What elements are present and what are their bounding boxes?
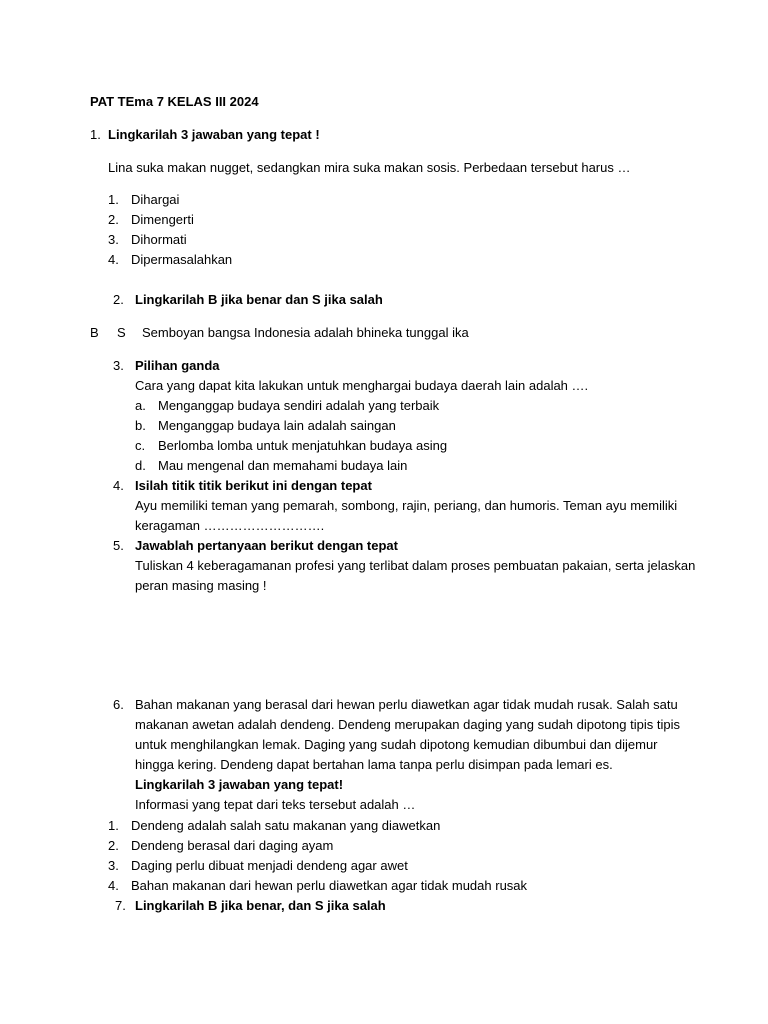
q1-option-number: 2. (108, 212, 119, 227)
q3-number: 3. (113, 358, 124, 373)
q1-option-number: 4. (108, 252, 119, 267)
q2-heading: Lingkarilah B jika benar dan S jika salah (135, 292, 383, 307)
q6-text-line: makanan awetan adalah dendeng. Dendeng merupakan daging yang sudah dipotong tipis tipis (135, 717, 680, 732)
q4-text-line: keragaman ………………………. (135, 518, 325, 533)
q1-option-text: Dimengerti (131, 212, 194, 227)
q1-text: Lina suka makan nugget, sedangkan mira suka makan sosis. Perbedaan tersebut harus … (108, 160, 631, 175)
document-title: PAT TEma 7 KELAS III 2024 (90, 94, 259, 109)
q2-option-b: B (90, 325, 99, 340)
q6-option-text: Dendeng berasal dari daging ayam (131, 838, 334, 853)
q6-text-line: untuk menghilangkan lemak. Daging yang sudah dipotong kemudian dibumbui dan dijemur (135, 737, 658, 752)
q6-option-number: 4. (108, 878, 119, 893)
q6-text-line: Bahan makanan yang berasal dari hewan perlu diawetkan agar tidak mudah rusak. Salah satu (135, 697, 678, 712)
q7-heading: Lingkarilah B jika benar, dan S jika salah (135, 898, 386, 913)
q1-option-number: 3. (108, 232, 119, 247)
q1-option-text: Dipermasalahkan (131, 252, 233, 267)
q1-heading: Lingkarilah 3 jawaban yang tepat ! (108, 127, 320, 142)
q3-option-text: Mau mengenal dan memahami budaya lain (158, 458, 408, 473)
q3-option-text: Berlomba lomba untuk menjatuhkan budaya asing (158, 438, 448, 453)
q6-heading: Lingkarilah 3 jawaban yang tepat! (135, 777, 344, 792)
q5-text-line: peran masing masing ! (135, 578, 267, 593)
q4-heading: Isilah titik titik berikut ini dengan tepat (135, 478, 372, 493)
q1-option-text: Dihormati (131, 232, 187, 247)
q3-text: Cara yang dapat kita lakukan untuk menghargai budaya daerah lain adalah …. (135, 378, 589, 393)
q5-number: 5. (113, 538, 124, 553)
q1-option-text: Dihargai (131, 192, 180, 207)
q4-number: 4. (113, 478, 124, 493)
q6-text-line: hingga kering. Dendeng dapat bertahan lama tanpa perlu disimpan pada lemari es. (135, 757, 613, 772)
q6-prompt: Informasi yang tepat dari teks tersebut adalah … (135, 797, 416, 812)
q1-option-number: 1. (108, 192, 119, 207)
q2-option-s: S (117, 325, 126, 340)
q6-option-number: 1. (108, 818, 119, 833)
q5-text-line: Tuliskan 4 keberagamanan profesi yang terlibat dalam proses pembuatan pakaian, serta jelaskan (135, 558, 696, 573)
q6-option-number: 2. (108, 838, 119, 853)
q1-number: 1. (90, 127, 101, 142)
q6-option-text: Daging perlu dibuat menjadi dendeng agar awet (131, 858, 408, 873)
q2-statement: Semboyan bangsa Indonesia adalah bhineka tunggal ika (142, 325, 469, 340)
q6-option-text: Dendeng adalah salah satu makanan yang diawetkan (131, 818, 441, 833)
q3-option-letter: a. (135, 398, 146, 413)
q3-option-text: Menganggap budaya sendiri adalah yang terbaik (158, 398, 440, 413)
q3-option-text: Menganggap budaya lain adalah saingan (158, 418, 396, 433)
q3-heading: Pilihan ganda (135, 358, 220, 373)
q2-number: 2. (113, 292, 124, 307)
q6-number: 6. (113, 697, 124, 712)
q3-option-letter: b. (135, 418, 146, 433)
q5-heading: Jawablah pertanyaan berikut dengan tepat (135, 538, 398, 553)
q3-option-letter: d. (135, 458, 146, 473)
q6-option-text: Bahan makanan dari hewan perlu diawetkan agar tidak mudah rusak (131, 878, 528, 893)
q4-text-line: Ayu memiliki teman yang pemarah, sombong, rajin, periang, dan humoris. Teman ayu memiliki (135, 498, 678, 513)
q3-option-letter: c. (135, 438, 146, 453)
q6-option-number: 3. (108, 858, 119, 873)
q7-number: 7. (115, 898, 126, 913)
